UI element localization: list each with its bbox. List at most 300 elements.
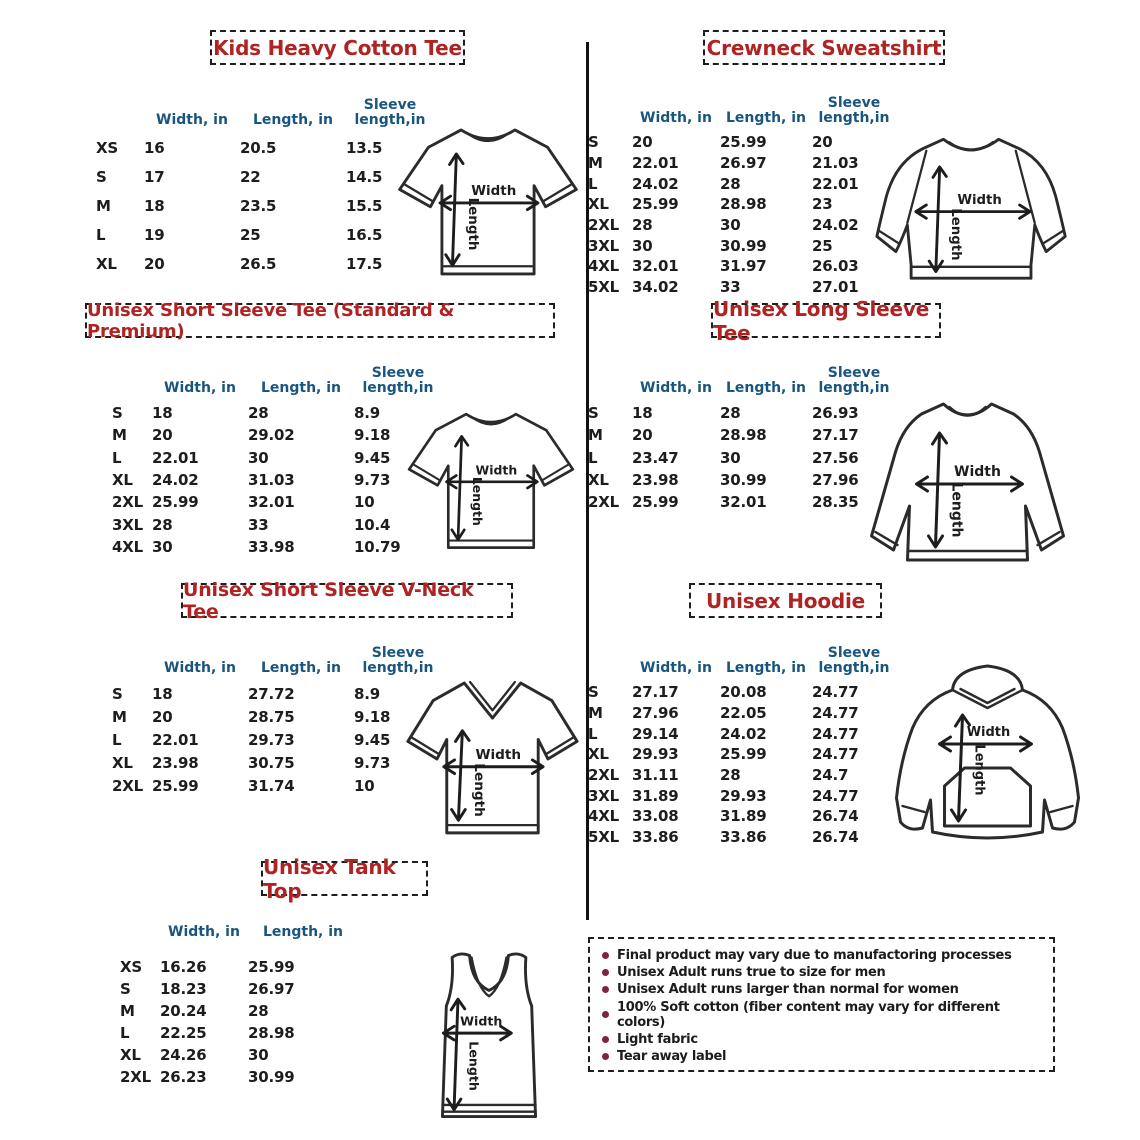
size-value: 22.05 <box>720 704 767 723</box>
table-header-row <box>588 630 896 682</box>
notes-panel <box>588 937 1055 1072</box>
hoodie-illustration <box>880 656 1096 863</box>
size-value: 28.98 <box>248 1024 295 1042</box>
length-label: Length <box>464 197 480 251</box>
size-label: L <box>588 724 598 743</box>
size-value: 30.99 <box>720 471 767 490</box>
size-label: S <box>588 133 599 152</box>
size-value: 30.75 <box>248 753 295 772</box>
size-table-tank-top <box>120 906 358 1088</box>
size-label: 4XL <box>112 537 143 556</box>
table-row <box>112 469 442 491</box>
size-value: 16.5 <box>346 225 383 244</box>
table-row <box>588 765 896 786</box>
size-label: 4XL <box>588 807 619 826</box>
tee-illustration <box>392 112 584 290</box>
column-header-length: Length, in <box>262 923 344 940</box>
size-label: 5XL <box>588 278 619 297</box>
table-body <box>588 132 896 298</box>
size-label: XS <box>120 958 142 976</box>
size-value: 26.74 <box>812 828 859 847</box>
size-value: 32.01 <box>248 493 295 512</box>
table-row <box>112 513 442 535</box>
size-value: 33.98 <box>248 537 295 556</box>
size-value: 25.99 <box>152 493 199 512</box>
table-row <box>112 402 442 424</box>
size-value: 31.97 <box>720 257 767 276</box>
note-text: Final product may vary due to manufactoring processes <box>617 948 1012 963</box>
table-header-row <box>588 350 896 402</box>
size-value: 25 <box>240 225 261 244</box>
size-label: M <box>588 426 603 445</box>
size-label: L <box>588 448 598 467</box>
column-header-length: Length, in <box>725 379 807 396</box>
size-label: L <box>588 174 598 193</box>
size-value: 10.4 <box>354 515 391 534</box>
size-value: 20.5 <box>240 139 277 158</box>
size-value: 28 <box>720 404 741 423</box>
size-table-long-sleeve <box>588 350 896 513</box>
sweatshirt-illustration <box>866 126 1078 302</box>
size-value: 10.79 <box>354 537 401 556</box>
size-value: 14.5 <box>346 168 383 187</box>
table-body <box>120 956 358 1088</box>
table-row <box>588 447 896 469</box>
size-value: 25.99 <box>632 195 679 214</box>
size-value: 9.18 <box>354 426 391 445</box>
table-row <box>112 705 442 728</box>
width-label: Width <box>475 746 522 763</box>
size-table-hoodie <box>588 630 896 848</box>
width-label: Width <box>475 462 518 478</box>
note-item <box>602 965 1043 980</box>
tee-illustration <box>402 394 580 566</box>
table-row <box>588 235 896 256</box>
size-value: 25.99 <box>720 133 767 152</box>
column-header-length: Length, in <box>252 111 334 128</box>
size-value: 25.99 <box>248 958 295 976</box>
size-value: 31.03 <box>248 471 295 490</box>
size-label: XL <box>112 753 133 772</box>
table-row <box>588 806 896 827</box>
size-value: 29.93 <box>632 745 679 764</box>
column-header-width: Width, in <box>168 923 240 940</box>
size-label: 3XL <box>112 515 143 534</box>
size-value: 17.5 <box>346 254 383 273</box>
size-label: 2XL <box>588 766 619 785</box>
table-row <box>588 744 896 765</box>
table-row <box>588 785 896 806</box>
size-value: 18 <box>152 404 173 423</box>
column-header-width: Width, in <box>640 379 712 396</box>
size-value: 24.02 <box>812 216 859 235</box>
size-table-short-sleeve <box>112 350 442 558</box>
table-body <box>96 134 434 278</box>
size-value: 23 <box>812 195 833 214</box>
table-row <box>588 194 896 215</box>
table-row <box>96 220 434 249</box>
size-value: 28 <box>720 174 741 193</box>
size-value: 32.01 <box>720 493 767 512</box>
size-value: 20.24 <box>160 1002 207 1020</box>
section-title-kids: Kids Heavy Cotton Tee <box>210 30 465 65</box>
size-value: 34.02 <box>632 278 679 297</box>
section-title-v-neck: Unisex Short Sleeve V-Neck Tee <box>181 583 513 618</box>
size-value: 18 <box>632 404 653 423</box>
size-label: XL <box>588 195 609 214</box>
size-value: 28 <box>632 216 653 235</box>
column-header-sleeve: Sleeve length,in <box>354 96 426 128</box>
size-value: 30 <box>152 537 173 556</box>
note-text: Light fabric <box>617 1031 698 1047</box>
width-label: Width <box>954 464 1001 480</box>
size-value: 16.26 <box>160 958 207 976</box>
bullet-icon <box>602 969 609 976</box>
table-row <box>112 424 442 446</box>
table-row <box>588 173 896 194</box>
bullet-icon <box>602 1036 609 1043</box>
size-value: 24.77 <box>812 745 859 764</box>
column-header-width: Width, in <box>156 111 228 128</box>
size-value: 25.99 <box>152 776 199 795</box>
size-label: XL <box>120 1046 141 1064</box>
column-header-sleeve: Sleeve length,in <box>362 364 434 396</box>
table-row <box>96 134 434 163</box>
table-body <box>588 682 896 848</box>
size-label: L <box>120 1024 130 1042</box>
size-value: 24.77 <box>812 786 859 805</box>
size-value: 22.01 <box>632 154 679 173</box>
length-label: Length <box>948 208 964 261</box>
size-value: 9.73 <box>354 471 391 490</box>
size-value: 27.17 <box>812 426 859 445</box>
size-label: 2XL <box>112 776 143 795</box>
section-title-short-sleeve: Unisex Short Sleeve Tee (Standard & Premium) <box>85 303 555 338</box>
size-value: 23.47 <box>632 448 679 467</box>
table-row <box>588 132 896 153</box>
size-value: 30.99 <box>720 236 767 255</box>
size-value: 22.01 <box>152 730 199 749</box>
size-value: 20.08 <box>720 683 767 702</box>
table-row <box>588 723 896 744</box>
size-value: 31.89 <box>720 807 767 826</box>
size-value: 28.98 <box>720 426 767 445</box>
table-row <box>112 536 442 558</box>
size-value: 23.5 <box>240 196 277 215</box>
size-value: 30 <box>720 216 741 235</box>
size-value: 28 <box>152 515 173 534</box>
size-value: 8.9 <box>354 684 380 703</box>
table-row <box>112 728 442 751</box>
size-value: 26.97 <box>248 980 295 998</box>
section-title-tank-top: Unisex Tank Top <box>261 861 428 896</box>
size-label: XL <box>588 745 609 764</box>
size-value: 30.99 <box>248 1068 295 1086</box>
size-value: 26.93 <box>812 404 859 423</box>
size-value: 31.74 <box>248 776 295 795</box>
size-value: 17 <box>144 168 165 187</box>
size-label: XL <box>588 471 609 490</box>
column-header-length: Length, in <box>260 659 342 676</box>
size-value: 26.5 <box>240 254 277 273</box>
size-label: S <box>112 684 123 703</box>
size-label: M <box>96 196 111 215</box>
size-value: 24.02 <box>632 174 679 193</box>
table-row <box>120 1066 358 1088</box>
table-row <box>588 256 896 277</box>
size-value: 27.96 <box>812 471 859 490</box>
size-value: 22.25 <box>160 1024 207 1042</box>
size-value: 27.56 <box>812 448 859 467</box>
size-value: 23.98 <box>152 753 199 772</box>
size-label: S <box>112 404 123 423</box>
size-label: M <box>112 707 127 726</box>
column-header-width: Width, in <box>164 379 236 396</box>
size-label: M <box>588 704 603 723</box>
size-value: 18 <box>144 196 165 215</box>
size-label: 5XL <box>588 828 619 847</box>
size-label: M <box>120 1002 135 1020</box>
table-row <box>588 491 896 513</box>
size-value: 24.02 <box>152 471 199 490</box>
column-header-length: Length, in <box>725 659 807 676</box>
size-value: 20 <box>152 426 173 445</box>
size-value: 24.77 <box>812 704 859 723</box>
note-item <box>602 948 1043 963</box>
table-row <box>588 682 896 703</box>
size-value: 30 <box>720 448 741 467</box>
size-value: 10 <box>354 776 375 795</box>
table-header-row <box>120 906 358 946</box>
size-label: 2XL <box>120 1068 151 1086</box>
width-label: Width <box>460 1013 503 1029</box>
size-value: 29.14 <box>632 724 679 743</box>
size-value: 23.98 <box>632 471 679 490</box>
size-label: M <box>112 426 127 445</box>
size-value: 28 <box>248 1002 269 1020</box>
size-value: 20 <box>152 707 173 726</box>
size-label: 4XL <box>588 257 619 276</box>
size-value: 28.75 <box>248 707 295 726</box>
size-value: 9.45 <box>354 448 391 467</box>
size-value: 30 <box>632 236 653 255</box>
size-value: 9.73 <box>354 753 391 772</box>
table-body <box>112 682 442 797</box>
size-value: 20 <box>144 254 165 273</box>
length-label: Length <box>470 763 487 817</box>
note-text: Unisex Adult runs true to size for men <box>617 965 886 981</box>
table-row <box>588 277 896 298</box>
size-value: 24.02 <box>720 724 767 743</box>
size-label: M <box>588 154 603 173</box>
length-label: Length <box>466 1041 482 1091</box>
table-row <box>112 447 442 469</box>
section-title-long-sleeve: Unisex Long Sleeve Tee <box>711 303 941 338</box>
note-item <box>602 1000 1043 1030</box>
size-value: 33.86 <box>720 828 767 847</box>
size-value: 33 <box>720 278 741 297</box>
size-value: 31.11 <box>632 766 679 785</box>
size-label: L <box>96 225 106 244</box>
table-row <box>96 192 434 221</box>
size-value: 28.35 <box>812 493 859 512</box>
note-item <box>602 1049 1043 1064</box>
size-label: XS <box>96 139 118 158</box>
size-label: XL <box>112 471 133 490</box>
table-body <box>112 402 442 558</box>
table-row <box>588 703 896 724</box>
table-row <box>112 682 442 705</box>
size-value: 20 <box>632 133 653 152</box>
table-header-row <box>112 630 442 682</box>
size-label: 2XL <box>588 216 619 235</box>
table-row <box>120 978 358 1000</box>
column-header-sleeve: Sleeve length,in <box>362 644 434 676</box>
table-row <box>96 249 434 278</box>
size-table-crewneck <box>588 80 896 298</box>
size-value: 9.45 <box>354 730 391 749</box>
size-label: L <box>112 730 122 749</box>
size-label: L <box>112 448 122 467</box>
size-value: 31.89 <box>632 786 679 805</box>
column-header-sleeve: Sleeve length,in <box>818 364 890 396</box>
size-value: 18.23 <box>160 980 207 998</box>
size-value: 28 <box>720 766 741 785</box>
size-value: 13.5 <box>346 139 383 158</box>
size-value: 9.18 <box>354 707 391 726</box>
size-value: 25.99 <box>632 493 679 512</box>
size-value: 27.72 <box>248 684 295 703</box>
size-value: 28 <box>248 404 269 423</box>
size-value: 18 <box>152 684 173 703</box>
size-value: 20 <box>812 133 833 152</box>
long-sleeve-illustration <box>858 388 1086 578</box>
column-header-length: Length, in <box>725 109 807 126</box>
table-row <box>588 469 896 491</box>
size-value: 30 <box>248 1046 269 1064</box>
size-label: 2XL <box>112 493 143 512</box>
table-header-row <box>96 82 434 134</box>
size-value: 15.5 <box>346 196 383 215</box>
size-value: 33 <box>248 515 269 534</box>
size-label: XL <box>96 254 117 273</box>
width-label: Width <box>471 184 517 200</box>
bullet-icon <box>602 1011 609 1018</box>
size-value: 33.08 <box>632 807 679 826</box>
width-label: Width <box>957 193 1002 209</box>
size-value: 32.01 <box>632 257 679 276</box>
bullet-icon <box>602 952 609 959</box>
length-label: Length <box>948 482 965 538</box>
size-value: 22.01 <box>812 174 859 193</box>
size-value: 29.02 <box>248 426 295 445</box>
size-value: 27.96 <box>632 704 679 723</box>
note-item <box>602 1032 1043 1047</box>
note-item <box>602 982 1043 997</box>
size-value: 25 <box>812 236 833 255</box>
size-value: 26.97 <box>720 154 767 173</box>
size-table-v-neck <box>112 630 442 797</box>
table-row <box>588 153 896 174</box>
section-title-hoodie: Unisex Hoodie <box>689 583 882 618</box>
table-row <box>112 491 442 513</box>
size-label: 2XL <box>588 493 619 512</box>
note-text: Unisex Adult runs larger than normal for women <box>617 982 959 998</box>
column-header-length: Length, in <box>260 379 342 396</box>
section-title-crewneck: Crewneck Sweatshirt <box>703 30 945 65</box>
table-row <box>120 1000 358 1022</box>
length-label: Length <box>470 476 486 526</box>
column-header-sleeve: Sleeve length,in <box>818 94 890 126</box>
size-value: 24.26 <box>160 1046 207 1064</box>
table-row <box>112 751 442 774</box>
size-value: 19 <box>144 225 165 244</box>
table-row <box>588 215 896 236</box>
size-value: 24.77 <box>812 683 859 702</box>
size-label: 3XL <box>588 786 619 805</box>
size-value: 30 <box>248 448 269 467</box>
size-value: 22 <box>240 168 261 187</box>
size-value: 29.93 <box>720 786 767 805</box>
width-label: Width <box>966 725 1011 740</box>
size-label: S <box>588 683 599 702</box>
size-value: 27.17 <box>632 683 679 702</box>
size-value: 16 <box>144 139 165 158</box>
column-header-width: Width, in <box>640 659 712 676</box>
length-label: Length <box>971 744 987 796</box>
size-label: S <box>588 404 599 423</box>
column-header-width: Width, in <box>164 659 236 676</box>
size-value: 25.99 <box>720 745 767 764</box>
size-value: 26.03 <box>812 257 859 276</box>
size-label: 3XL <box>588 236 619 255</box>
size-label: S <box>96 168 107 187</box>
note-text: Tear away label <box>617 1048 727 1064</box>
table-row <box>120 1044 358 1066</box>
column-header-sleeve: Sleeve length,in <box>818 644 890 676</box>
table-row <box>588 827 896 848</box>
size-value: 29.73 <box>248 730 295 749</box>
table-row <box>96 163 434 192</box>
table-row <box>112 774 442 797</box>
bullet-icon <box>602 986 609 993</box>
size-label: S <box>120 980 131 998</box>
table-row <box>120 956 358 978</box>
size-value: 20 <box>632 426 653 445</box>
size-value: 33.86 <box>632 828 679 847</box>
note-text: 100% Soft cotton (fiber content may vary for different colors) <box>617 999 1000 1030</box>
size-value: 22.01 <box>152 448 199 467</box>
tank-top-illustration <box>420 940 558 1134</box>
size-value: 24.7 <box>812 766 849 785</box>
size-value: 10 <box>354 493 375 512</box>
size-value: 21.03 <box>812 154 859 173</box>
column-header-width: Width, in <box>640 109 712 126</box>
bullet-icon <box>602 1053 609 1060</box>
size-value: 8.9 <box>354 404 380 423</box>
table-header-row <box>588 80 896 132</box>
table-header-row <box>112 350 442 402</box>
table-row <box>588 424 896 446</box>
table-row <box>588 402 896 424</box>
size-value: 24.77 <box>812 724 859 743</box>
size-value: 28.98 <box>720 195 767 214</box>
size-value: 26.74 <box>812 807 859 826</box>
size-table-kids <box>96 82 434 278</box>
size-value: 26.23 <box>160 1068 207 1086</box>
table-row <box>120 1022 358 1044</box>
table-body <box>588 402 896 513</box>
